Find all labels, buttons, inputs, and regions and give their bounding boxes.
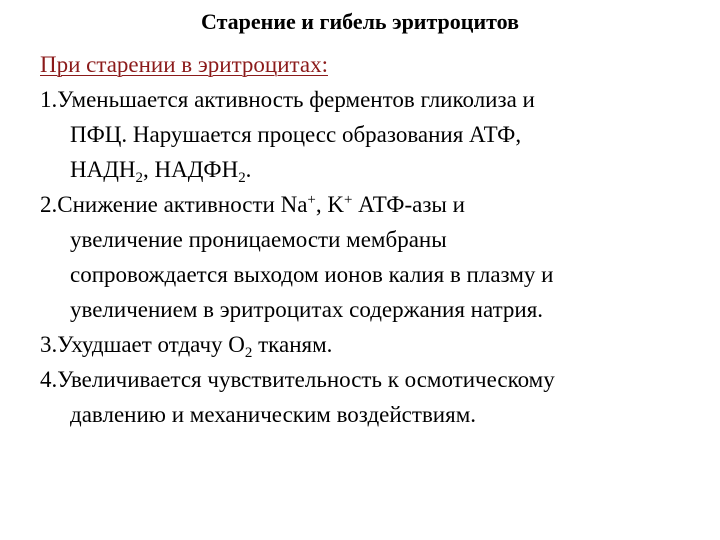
list-item-2-line-1 <box>40 187 700 222</box>
subscript-2: 2 <box>244 345 253 362</box>
superscript-plus: + <box>307 191 316 208</box>
slide-body <box>40 47 700 432</box>
tissues-text: тканям. <box>252 332 333 357</box>
list-item-4-line-1: 4.Увеличивается чувствительность к осмотическому <box>40 367 555 392</box>
nadph-text: , НАДФН <box>143 157 239 182</box>
nadh-text: НАДН <box>70 157 136 182</box>
subscript-2: 2 <box>135 170 143 187</box>
list-item-2-line-2: увеличение проницаемости мембраны <box>70 227 447 252</box>
list-item-1-line-1: 1.Уменьшается активность ферментов гликолиза и <box>40 87 535 112</box>
subscript-2: 2 <box>238 170 246 187</box>
period-text: . <box>245 157 252 182</box>
list-item-3 <box>40 327 700 362</box>
list-item-2 <box>40 187 700 327</box>
list-item-4-line-2: давлению и механическим воздействиям. <box>70 402 476 427</box>
potassium-text: , K <box>315 192 344 217</box>
superscript-plus: + <box>343 191 353 208</box>
list-item-1-line-3 <box>40 152 700 187</box>
list-item-1-line-2: ПФЦ. Нарушается процесс образования АТФ, <box>70 122 522 147</box>
list-item-4 <box>40 362 700 432</box>
activity-text: 2.Снижение активности Na <box>40 192 308 217</box>
list-item-3-line-1 <box>40 327 700 362</box>
list-item-2-line-3: сопровождается выходом ионов калия в плазму и <box>70 262 554 287</box>
list-item-2-line-4: увеличением в эритроцитах содержания натрия. <box>70 297 544 322</box>
oxygen-text: 3.Ухудшает отдачу O <box>40 332 245 357</box>
slide-title: Старение и гибель эритроцитов <box>200 9 519 34</box>
section-subtitle: При старении в эритроцитах: <box>40 52 328 77</box>
atpase-text: АТФ-азы и <box>352 192 465 217</box>
list-item-1 <box>40 82 700 187</box>
